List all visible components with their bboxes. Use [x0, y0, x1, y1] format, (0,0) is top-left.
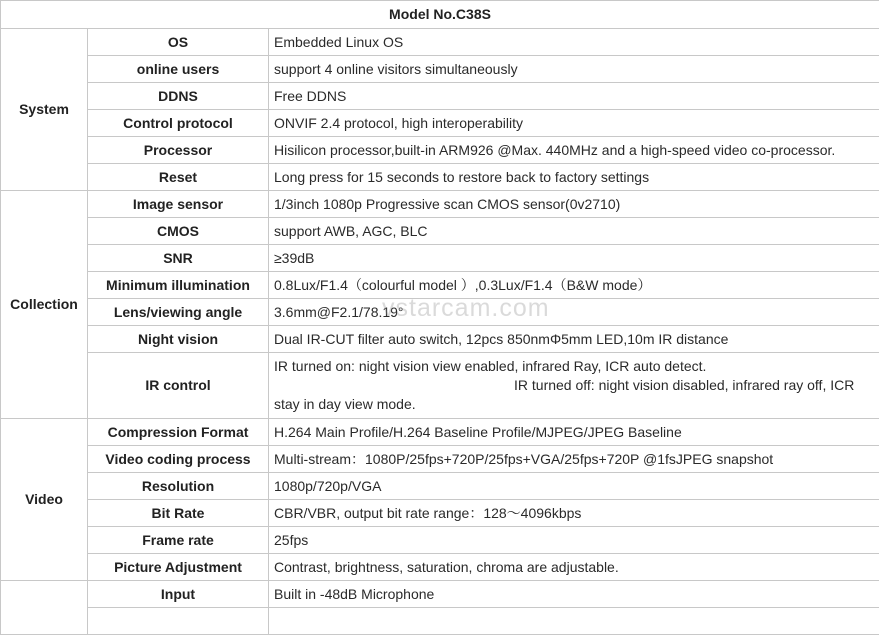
table-row: [1, 29, 879, 56]
param-label: Processor: [88, 137, 269, 164]
category-audio: [1, 581, 88, 635]
category-video: Video: [1, 419, 88, 581]
param-label: CMOS: [88, 218, 269, 245]
param-label: Video coding process: [88, 446, 269, 473]
table-row: [1, 581, 879, 608]
param-label: Night vision: [88, 326, 269, 353]
ir-control-line-3: stay in day view mode.: [274, 395, 871, 414]
table-row: [1, 110, 879, 137]
table-row: [1, 272, 879, 299]
table-row: [1, 527, 879, 554]
param-label: Compression Format: [88, 419, 269, 446]
param-value: Long press for 15 seconds to restore back to factory settings: [269, 164, 879, 191]
param-value: 1/3inch 1080p Progressive scan CMOS sensor(0v2710): [269, 191, 879, 218]
param-label: Frame rate: [88, 527, 269, 554]
param-value: ≥39dB: [269, 245, 879, 272]
model-title: Model No.C38S: [1, 1, 879, 29]
param-value: CBR/VBR, output bit rate range：128～4096kbps: [269, 500, 879, 527]
param-label: Input: [88, 581, 269, 608]
table-row: [1, 164, 879, 191]
ir-control-line-1: IR turned on: night vision view enabled, infrared Ray, ICR auto detect.: [274, 357, 871, 376]
param-label: SNR: [88, 245, 269, 272]
param-label: Image sensor: [88, 191, 269, 218]
param-value-multiline: [269, 353, 879, 419]
param-value: Dual IR-CUT filter auto switch, 12pcs 850nmΦ5mm LED,10m IR distance: [269, 326, 879, 353]
param-value: support AWB, AGC, BLC: [269, 218, 879, 245]
param-value: 0.8Lux/F1.4（colourful model ）,0.3Lux/F1.4（B&W mode）: [269, 272, 879, 299]
table-row: [1, 353, 879, 419]
table-row-cut: [1, 608, 879, 635]
ir-control-line-2: IR turned off: night vision disabled, infrared ray off, ICR: [274, 376, 871, 395]
param-label: IR control: [88, 353, 269, 419]
table-row: [1, 326, 879, 353]
param-value: H.264 Main Profile/H.264 Baseline Profile/MJPEG/JPEG Baseline: [269, 419, 879, 446]
param-label: Lens/viewing angle: [88, 299, 269, 326]
table-row: [1, 446, 879, 473]
param-value: Built in -48dB Microphone: [269, 581, 879, 608]
param-value: 25fps: [269, 527, 879, 554]
param-value: Multi-stream：1080P/25fps+720P/25fps+VGA/25fps+720P @1fsJPEG snapshot: [269, 446, 879, 473]
table-row: [1, 554, 879, 581]
param-value: Contrast, brightness, saturation, chroma are adjustable.: [269, 554, 879, 581]
table-row: [1, 500, 879, 527]
param-label: OS: [88, 29, 269, 56]
param-label: Minimum illumination: [88, 272, 269, 299]
param-value: 3.6mm@F2.1/78.19°: [269, 299, 879, 326]
table-row: [1, 299, 879, 326]
param-value: ONVIF 2.4 protocol, high interoperability: [269, 110, 879, 137]
table-row: [1, 56, 879, 83]
param-value: [269, 608, 879, 635]
param-value: support 4 online visitors simultaneously: [269, 56, 879, 83]
param-label: DDNS: [88, 83, 269, 110]
param-label: Resolution: [88, 473, 269, 500]
table-row: [1, 191, 879, 218]
table-row: [1, 83, 879, 110]
table-row: [1, 245, 879, 272]
param-label: Bit Rate: [88, 500, 269, 527]
table-row: [1, 218, 879, 245]
param-value: 1080p/720p/VGA: [269, 473, 879, 500]
category-collection: Collection: [1, 191, 88, 419]
param-value: Free DDNS: [269, 83, 879, 110]
table-row: [1, 473, 879, 500]
category-system: System: [1, 29, 88, 191]
param-label: Picture Adjustment: [88, 554, 269, 581]
param-label: Reset: [88, 164, 269, 191]
param-label: online users: [88, 56, 269, 83]
param-value: Hisilicon processor,built-in ARM926 @Max. 440MHz and a high-speed video co-processor.: [269, 137, 879, 164]
table-row: [1, 137, 879, 164]
watermark: vstarcam.com: [382, 294, 550, 323]
table-row: [1, 419, 879, 446]
param-value: Embedded Linux OS: [269, 29, 879, 56]
param-label: Control protocol: [88, 110, 269, 137]
param-label: [88, 608, 269, 635]
